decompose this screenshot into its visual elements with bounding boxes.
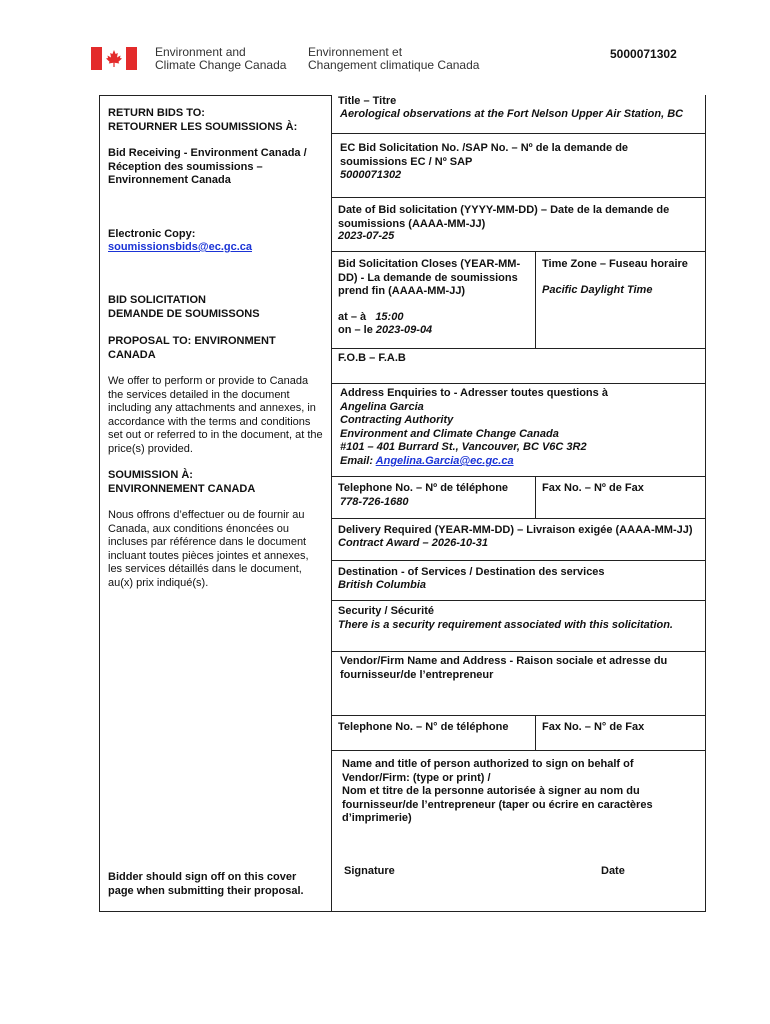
date-sign-label: Date <box>601 865 625 877</box>
divider-4 <box>331 348 706 349</box>
split-closes-timezone <box>535 251 536 348</box>
left-bottom-border <box>99 911 331 912</box>
destination-value: British Columbia <box>338 579 427 591</box>
security-label: Security / Sécurité <box>338 605 434 617</box>
security-value: There is a security requirement associated with this solicitation. <box>338 619 673 631</box>
timezone-value: Pacific Daylight Time <box>542 284 653 296</box>
contact-title: Contracting Authority <box>340 414 454 426</box>
bid-solicitation-heading: BID SOLICITATION DEMANDE DE SOUMISSONS <box>108 294 260 320</box>
destination-label: Destination - of Services / Destination des services <box>338 566 605 578</box>
signature-label: Signature <box>344 865 395 877</box>
divider-9 <box>331 600 706 601</box>
return-bids-heading: RETURN BIDS TO: RETOURNER LES SOUMISSIONS À: <box>108 107 298 133</box>
email-label: Email: <box>340 455 374 467</box>
electronic-copy-label: Electronic Copy: <box>108 228 196 240</box>
title-label: Title – Titre <box>338 95 397 107</box>
ec-bid-label: EC Bid Solicitation No. /SAP No. – Nº de la demande de soumissions EC / Nº SAP <box>340 142 629 168</box>
on-value: 2023-09-04 <box>375 324 433 336</box>
delivery-value: Contract Award – 2026-10-31 <box>338 537 488 549</box>
closes-on <box>338 324 432 338</box>
delivery-label: Delivery Required (YEAR-MM-DD) – Livraison exigée (AAAA-MM-JJ) <box>338 524 693 536</box>
vendor-fax-label: Fax No. – N° de Fax <box>542 721 645 733</box>
divider-11 <box>331 715 706 716</box>
left-top-border <box>99 95 331 96</box>
divider-8 <box>331 560 706 561</box>
divider-10 <box>331 651 706 652</box>
bid-receiving: Bid Receiving - Environment Canada / Réception des soumissions – Environnement Canada <box>108 147 307 186</box>
proposal-to: PROPOSAL TO: ENVIRONMENT CANADA <box>108 335 276 361</box>
bidder-sign-note: Bidder should sign off on this cover page when submitting their proposal. <box>108 871 304 897</box>
divider-2 <box>331 197 706 198</box>
contact-name: Angelina Garcia <box>340 401 424 413</box>
closes-label: Bid Solicitation Closes (YEAR-MM- DD) - La demande de soumissions prend fin (AAAA-MM-JJ) <box>338 258 521 297</box>
divider-1 <box>331 133 706 134</box>
canada-flag-icon <box>91 47 137 70</box>
fax-label: Fax No. – Nº de Fax <box>542 482 644 494</box>
center-divider <box>331 95 332 912</box>
date-label: Date of Bid solicitation (YYYY-MM-DD) – Date de la demande de soumissions (AAAA-MM-JJ) <box>338 204 670 230</box>
timezone-label: Time Zone – Fuseau horaire <box>542 258 688 270</box>
divider-7 <box>331 518 706 519</box>
divider-6 <box>331 476 706 477</box>
soumission-heading: SOUMISSION À: ENVIRONNEMENT CANADA <box>108 469 256 495</box>
contact-org: Environment and Climate Change Canada <box>340 428 559 440</box>
split-phone-fax <box>535 476 536 518</box>
phone-label: Telephone No. – Nº de téléphone <box>338 482 509 494</box>
solicitation-number-header: 5000071302 <box>610 47 677 61</box>
vendor-label: Vendor/Firm Name and Address - Raison sociale et adresse du fournisseur/de l’entrepreneur <box>340 655 668 681</box>
electronic-copy-email-link[interactable]: soumissionsbids@ec.gc.ca <box>108 241 252 253</box>
left-left-border <box>99 95 100 912</box>
enquiries-label: Address Enquiries to - Adresser toutes questions à <box>340 387 608 399</box>
offer-text-en: We offer to perform or provide to Canada the services detailed in the document including any attachments and annexes, in accordance with the terms and conditions set out or referred to in the document, at the price(s) provided. <box>108 375 323 455</box>
right-bottom-border <box>331 911 706 912</box>
offer-text-fr: Nous offrons d’effectuer ou de fournir au Canada, aux conditions énoncées ou incluses par référence dans le document incluant toutes pièces jointes et annexes, les services détaillés dans le document, au(x) prix indiqué(s). <box>108 509 309 589</box>
split-vendor-phone-fax <box>535 715 536 750</box>
title-value: Aerological observations at the Fort Nelson Upper Air Station, BC <box>340 108 684 120</box>
on-label: on – le <box>338 324 373 336</box>
contact-email <box>340 455 514 469</box>
divider-12 <box>331 750 706 751</box>
brand-name-en: Environment and Climate Change Canada <box>155 45 287 72</box>
brand-name-fr: Environnement et Changement climatique Canada <box>308 45 480 72</box>
at-value: 15:00 <box>375 311 404 323</box>
fob-label: F.O.B – F.A.B <box>338 352 406 364</box>
ec-bid-value: 5000071302 <box>340 169 402 181</box>
right-right-border <box>705 95 706 912</box>
vendor-phone-label: Telephone No. – N° de téléphone <box>338 721 509 733</box>
authorized-person-label: Name and title of person authorized to sign on behalf of Vendor/Firm: (type or print) / Nom et titre de la personne autorisée à signer au nom du fournisseur/de l’entrepreneur (taper ou écrire en caractères d’imprimerie) <box>342 758 653 824</box>
contact-address: #101 – 401 Burrard St., Vancouver, BC V6C 3R2 <box>340 441 587 453</box>
at-label: at – à <box>338 311 367 323</box>
divider-3 <box>331 251 706 252</box>
divider-5 <box>331 383 706 384</box>
contact-email-link[interactable]: Angelina.Garcia@ec.gc.ca <box>375 455 514 467</box>
closes-at <box>338 311 403 325</box>
phone-value: 778-726-1680 <box>340 496 409 508</box>
date-value: 2023-07-25 <box>338 230 395 242</box>
